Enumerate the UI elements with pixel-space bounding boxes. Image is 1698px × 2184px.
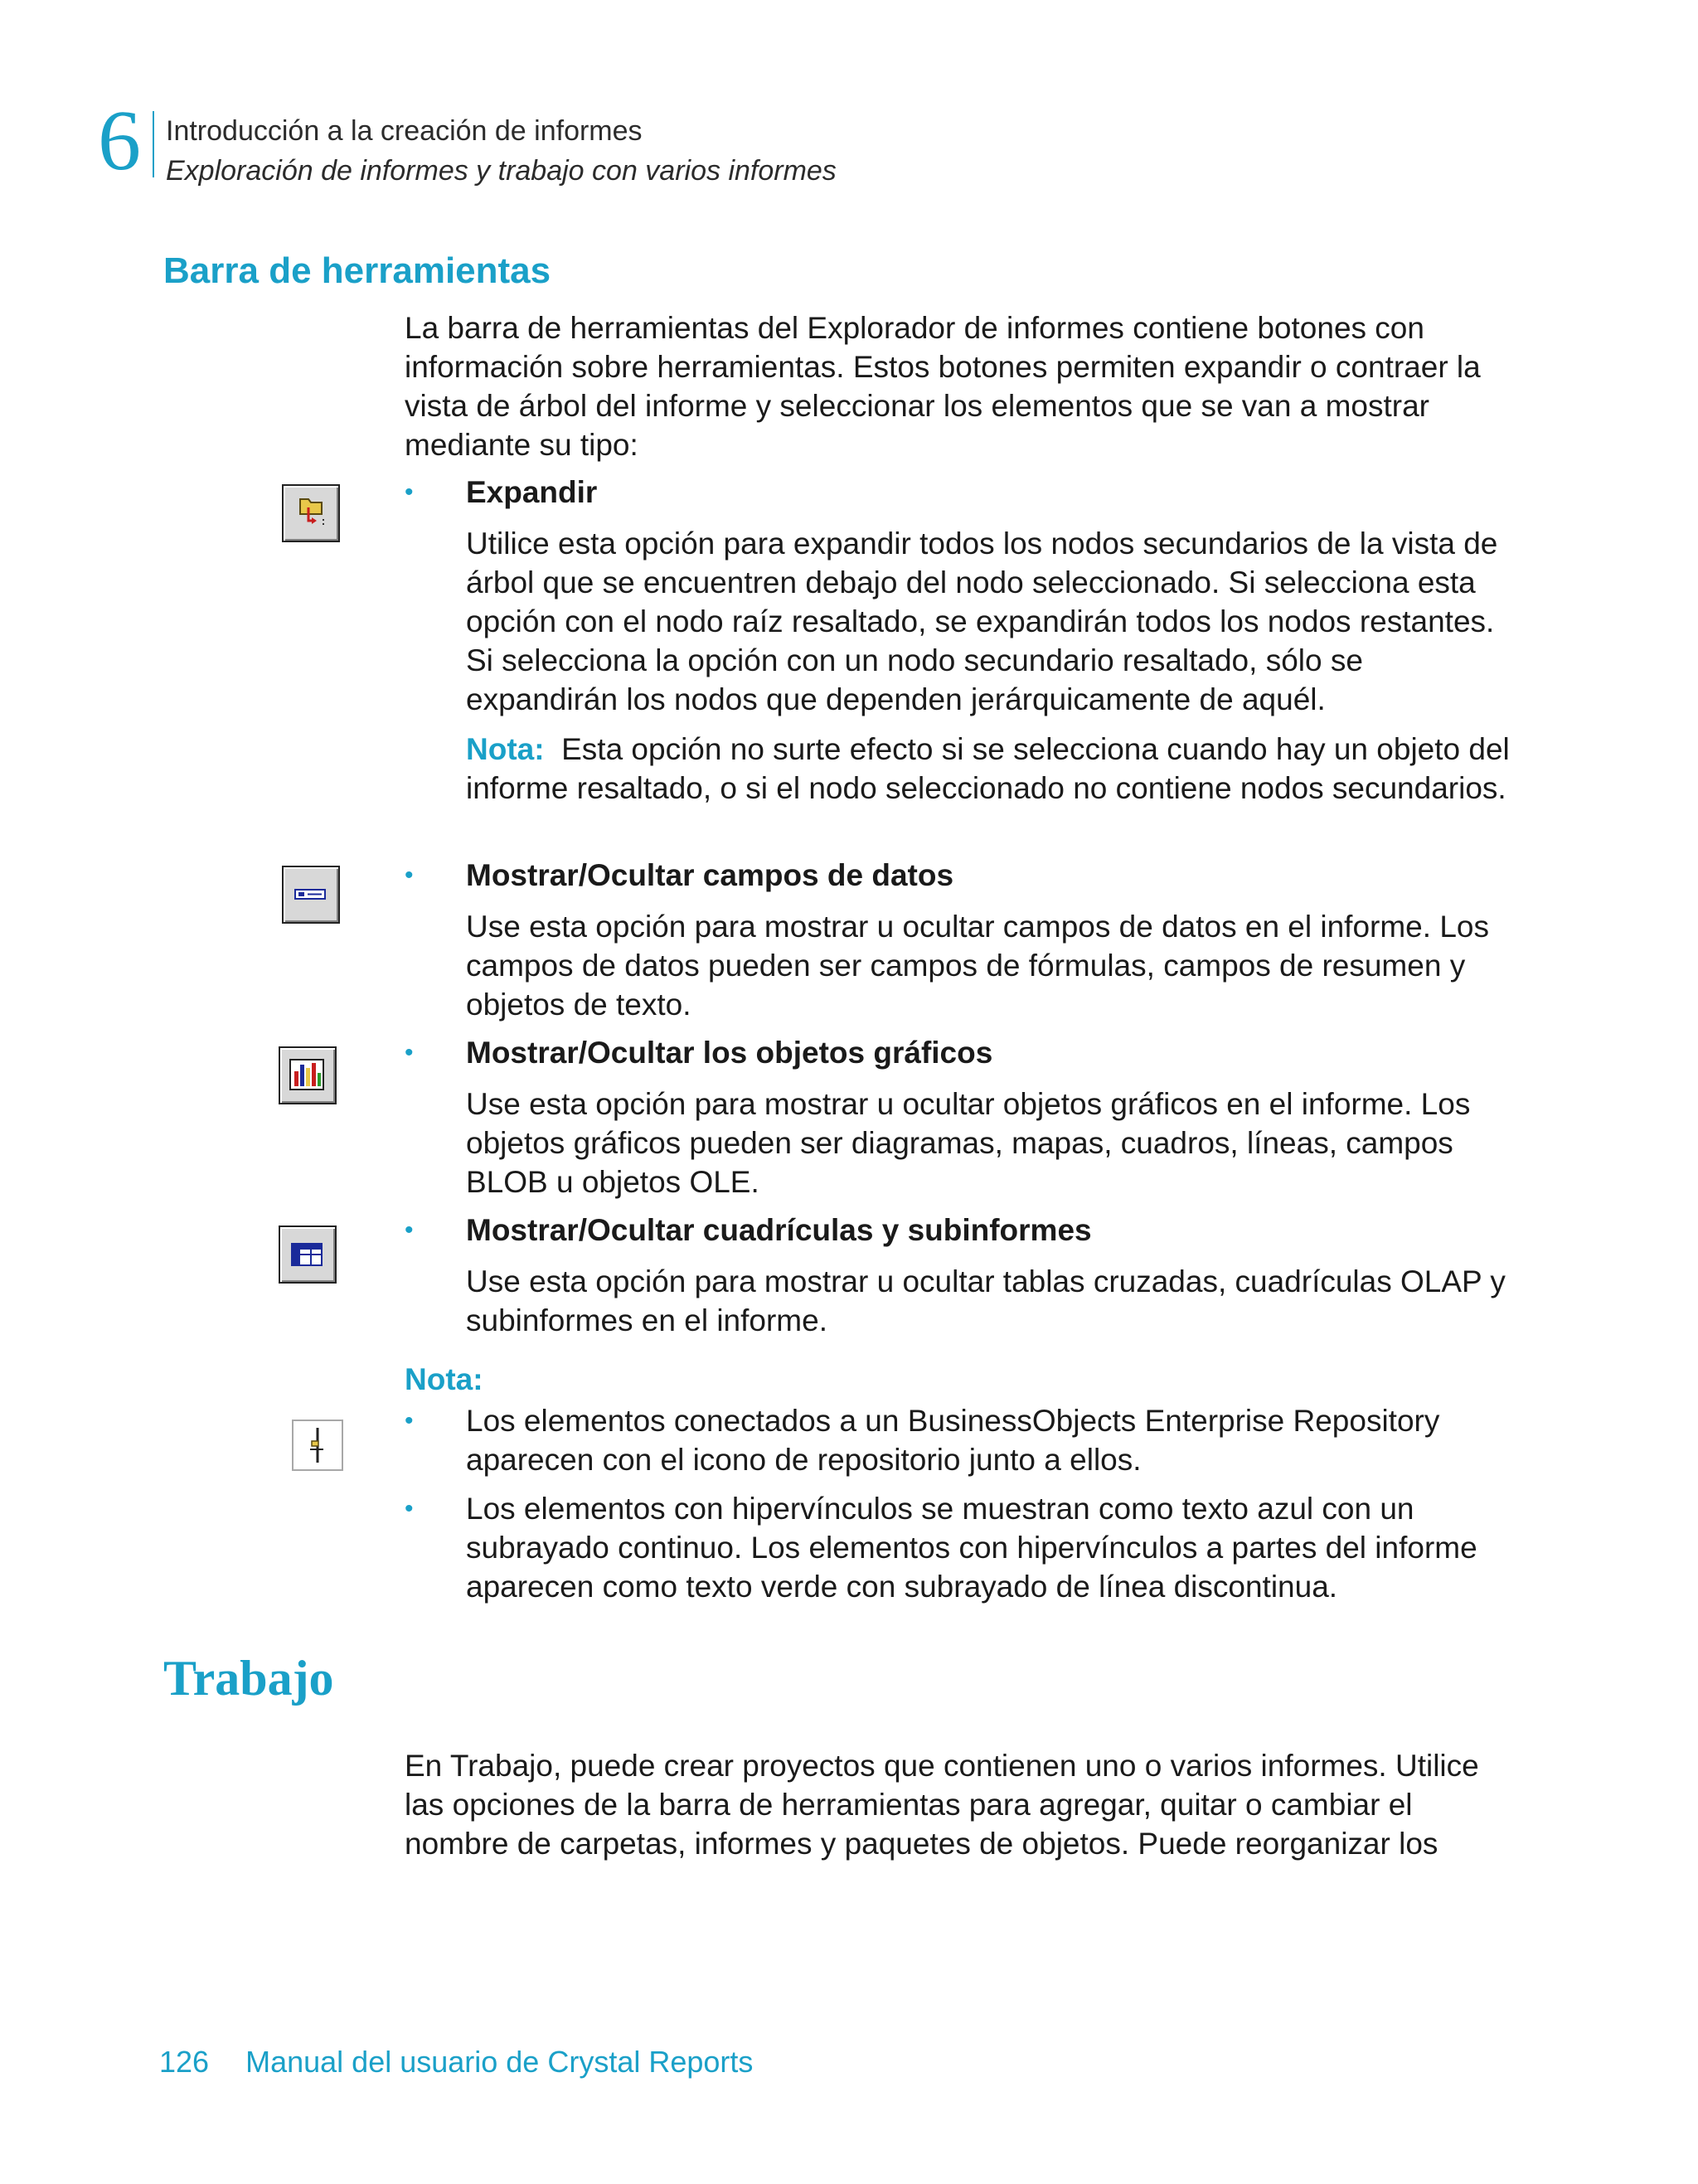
bullet: •: [405, 861, 414, 889]
bullet: •: [405, 1407, 414, 1434]
item-title-objetos-graficos: Mostrar/Ocultar los objetos gráficos: [466, 1036, 993, 1070]
item-title-cuadriculas: Mostrar/Ocultar cuadrículas y subinformes: [466, 1213, 1092, 1247]
book-title: Manual del usuario de Crystal Reports: [245, 2045, 754, 2079]
chart-icon: [279, 1046, 337, 1104]
note-heading: Nota:: [405, 1362, 483, 1396]
note-label: Nota:: [466, 732, 545, 766]
page-number: 126: [159, 2045, 210, 2079]
chapter-number: 6: [98, 93, 141, 188]
expand-icon: [282, 484, 340, 542]
expand-note: [466, 730, 1511, 808]
note-item-repository: Los elementos conectados a un BusinessObjects Enterprise Repository aparecen con el icono de repositorio junto a ellos.: [466, 1404, 1440, 1477]
item-desc-cuadriculas: Use esta opción para mostrar u ocultar tablas cruzadas, cuadrículas OLAP y subinformes en el informe.: [466, 1264, 1506, 1337]
section-title-trabajo: Trabajo: [163, 1651, 334, 1706]
grid-icon: [279, 1225, 337, 1284]
repository-icon: [292, 1420, 343, 1471]
bullet: •: [405, 1216, 414, 1244]
item-title-campos-datos: Mostrar/Ocultar campos de datos: [466, 858, 954, 892]
item-desc-objetos-graficos: Use esta opción para mostrar u ocultar objetos gráficos en el informe. Los objetos gráficos pueden ser diagramas, mapas, cuadros, líneas, campos BLOB u objetos OLE.: [466, 1087, 1471, 1199]
running-header: [166, 111, 837, 191]
trabajo-body: En Trabajo, puede crear proyectos que contienen uno o varios informes. Utilice las opciones de la barra de herramientas para agregar, quitar o cambiar el nombre de carpetas, informes y paquetes de objetos. Puede reorganizar los: [405, 1749, 1479, 1861]
chapter-title: Introducción a la creación de informes: [166, 115, 643, 147]
note-text: Esta opción no surte efecto si se selecciona cuando hay un objeto del informe resaltado, o si el nodo seleccionado no contiene nodos secundarios.: [466, 732, 1510, 805]
page-footer: [159, 2045, 753, 2080]
chapter-rule: [153, 111, 154, 177]
note-item-hyperlinks: Los elementos con hipervínculos se muestran como texto azul con un subrayado continuo. Los elementos con hipervínculos a partes del informe aparecen como texto verde con subrayado de línea discontinua.: [466, 1492, 1477, 1604]
bullet: •: [405, 1039, 414, 1066]
bullet: •: [405, 1495, 414, 1522]
toolbar-intro: La barra de herramientas del Explorador de informes contiene botones con información sobre herramientas. Estos botones permiten expandir o contraer la vista de árbol del informe y seleccionar los elementos que se van a mostrar mediante su tipo:: [405, 311, 1481, 462]
bullet: •: [405, 478, 414, 506]
item-desc-expandir: Utilice esta opción para expandir todos los nodos secundarios de la vista de árbol que se encuentren debajo del nodo seleccionado. Si selecciona esta opción con el nodo raíz resaltado, se expandirán todos los nodos restantes. Si selecciona la opción con un nodo secundario resaltado, sólo se expandirán los nodos que dependen jerárquicamente de aquél.: [466, 527, 1498, 716]
data-field-icon: [282, 866, 340, 924]
section-title-toolbar: Barra de herramientas: [163, 250, 551, 291]
section-subtitle: Exploración de informes y trabajo con varios informes: [166, 155, 837, 187]
item-title-expandir: Expandir: [466, 475, 598, 509]
item-desc-campos-datos: Use esta opción para mostrar u ocultar campos de datos en el informe. Los campos de datos pueden ser campos de fórmulas, campos de resumen y objetos de texto.: [466, 910, 1489, 1022]
